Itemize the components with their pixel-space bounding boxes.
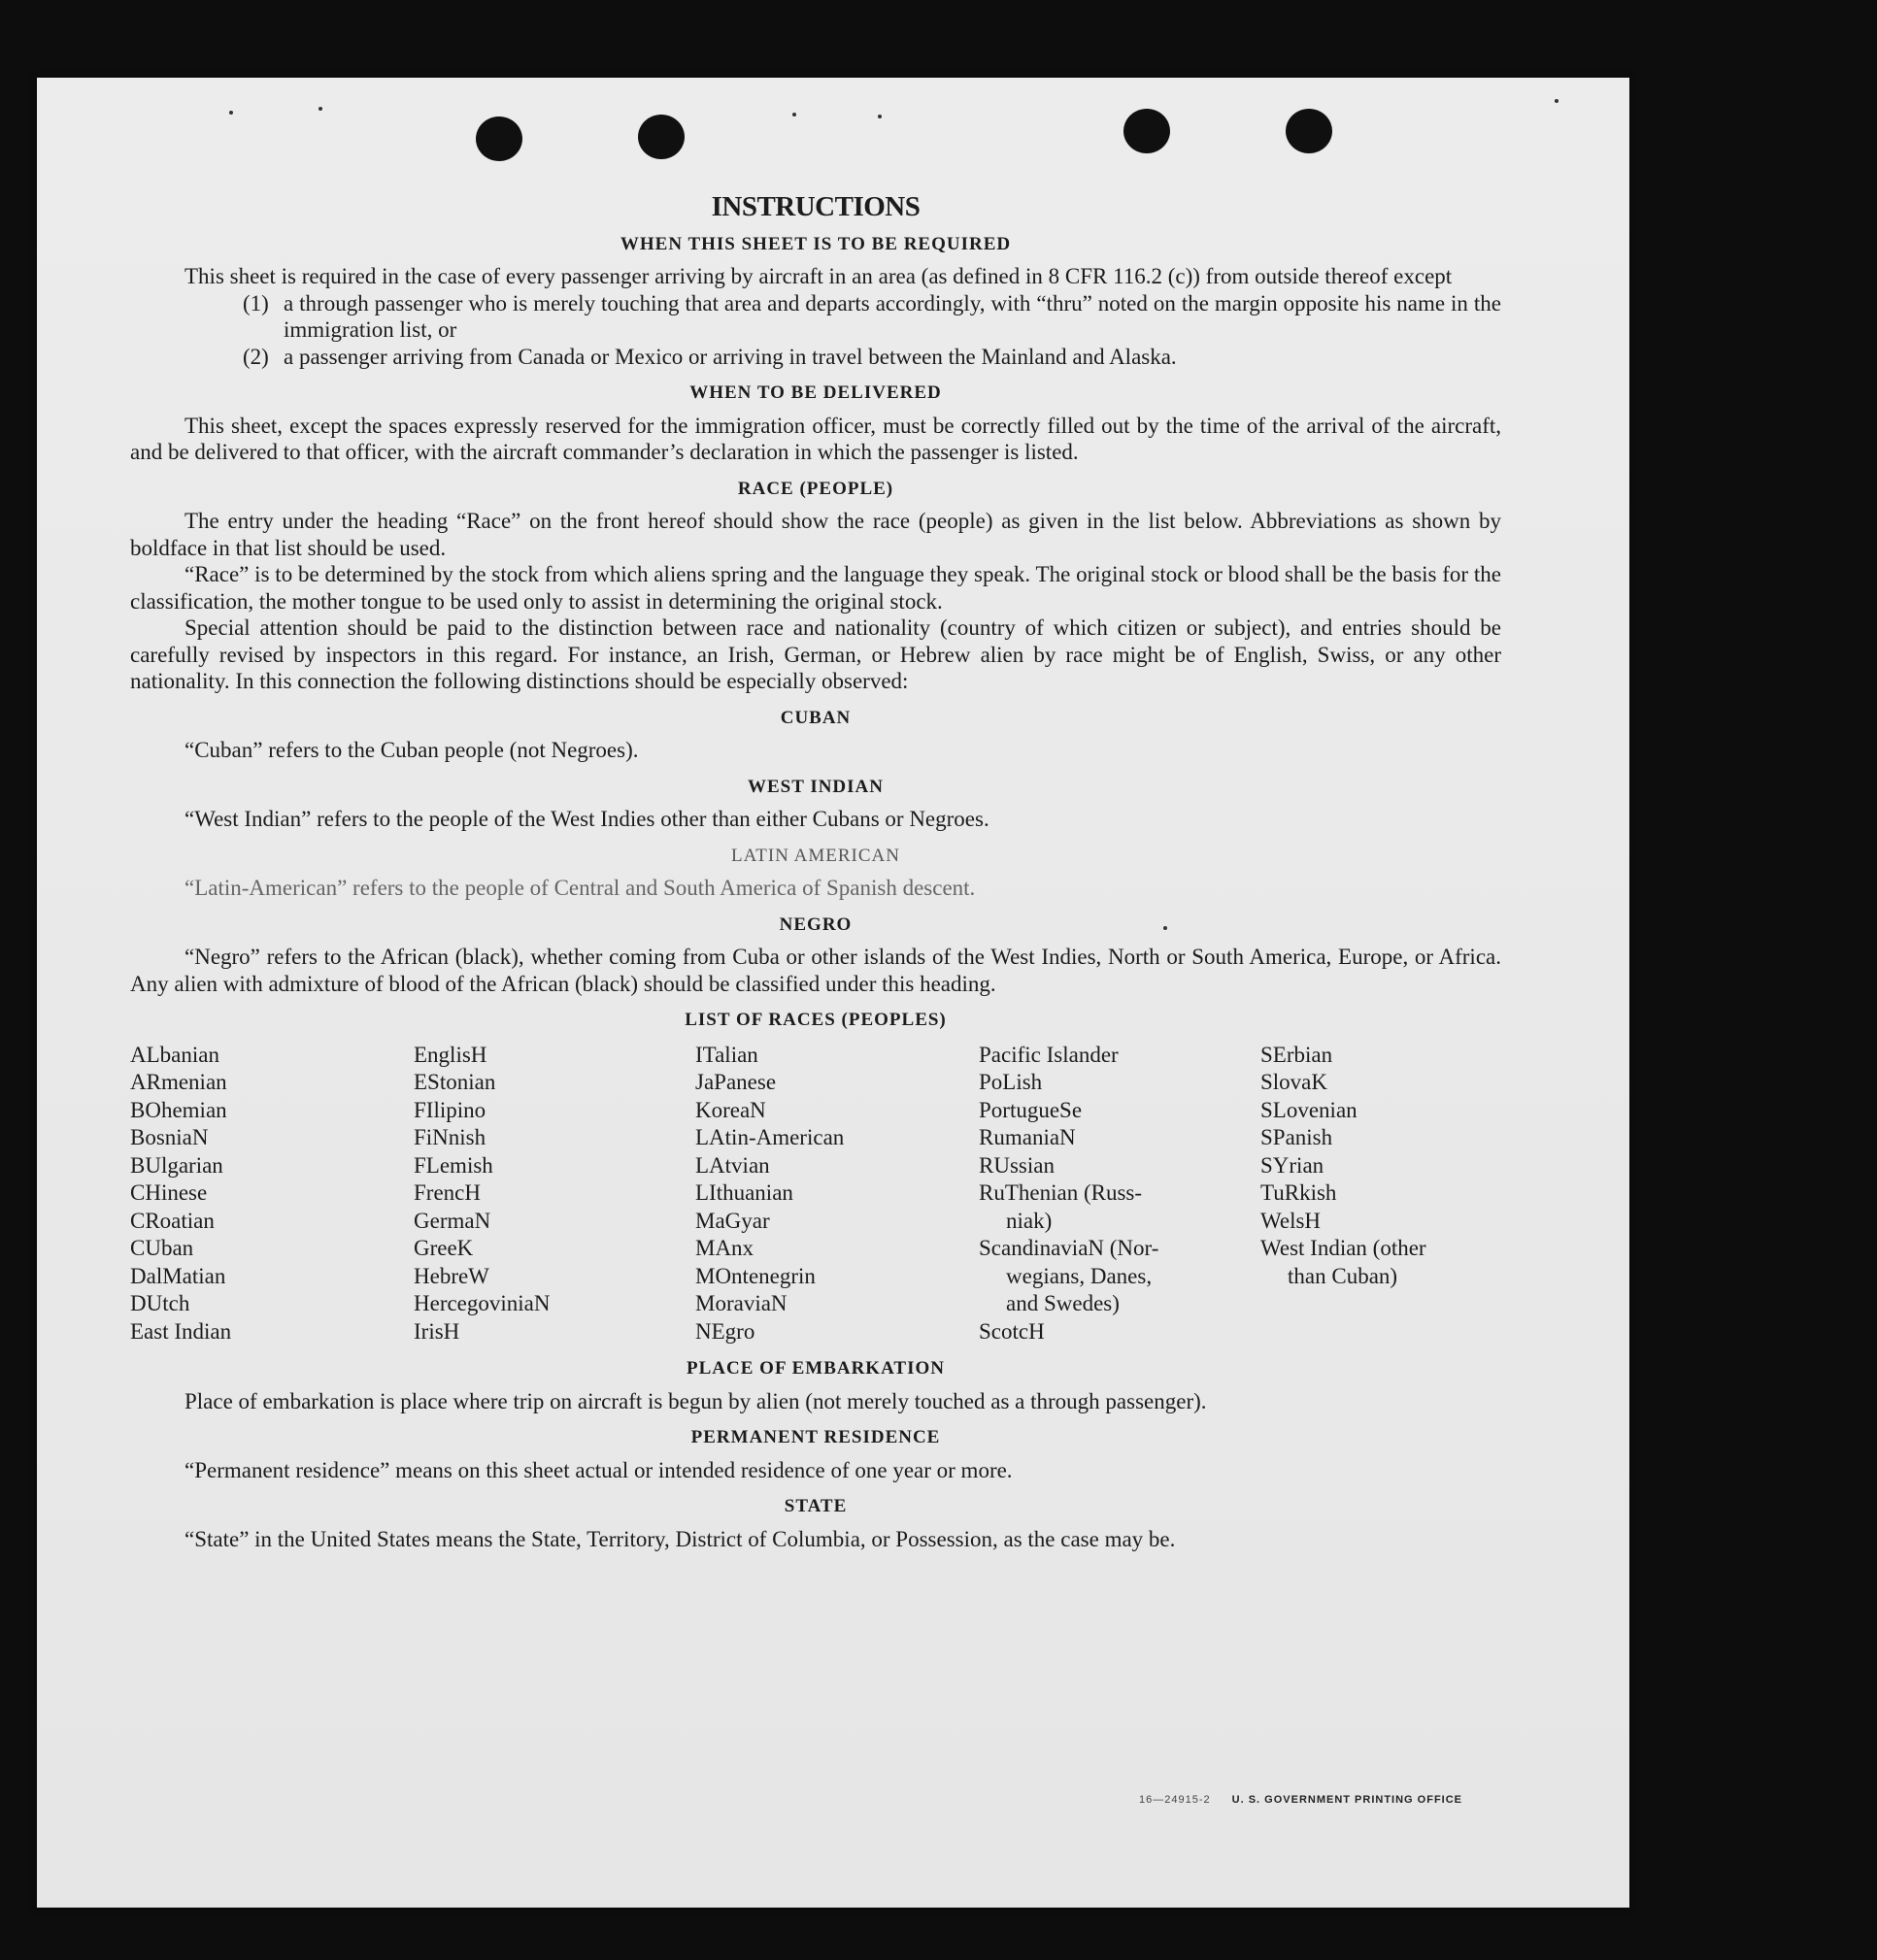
- race-entry: FiNnish: [414, 1125, 486, 1149]
- race-entry: CUban: [130, 1236, 194, 1260]
- race-entry-continued: than Cuban): [1288, 1263, 1398, 1288]
- exception-item: [243, 344, 1501, 371]
- punch-hole: [1123, 109, 1170, 153]
- race-entry: MoraviaN: [695, 1291, 788, 1315]
- race-entry: ARmenian: [130, 1070, 227, 1094]
- section-heading-list-of-races: LIST OF RACES (PEOPLES): [685, 1010, 947, 1030]
- races-column: [130, 1042, 414, 1346]
- race-entry: MaGyar: [695, 1208, 770, 1233]
- printer-imprint: [1139, 1794, 1462, 1806]
- race-entry: GermaN: [414, 1208, 491, 1233]
- race-entry: CHinese: [130, 1180, 208, 1205]
- race-entry: LIthuanian: [695, 1180, 793, 1205]
- race-entry-continued: wegians, Danes,: [1006, 1263, 1153, 1288]
- state-text: “State” in the United States means the State, Territory, District of Columbia, or Possession, as the case may be.: [184, 1526, 1176, 1551]
- residence-text: “Permanent residence” means on this sheet actual or intended residence of one year or more.: [184, 1457, 1013, 1482]
- race-paragraph-3: Special attention should be paid to the distinction between race and nationality (country of which citizen or subject), and entries should be carefully revised by inspectors in this regard. For instance, an Irish, German, or Hebrew alien by race might be of English, Swiss, or any other nationality. In this connection the following distinctions should be especially observed:: [130, 615, 1501, 693]
- race-entry: TuRkish: [1260, 1180, 1337, 1205]
- race-entry: SErbian: [1260, 1042, 1333, 1067]
- document-page: [37, 78, 1629, 1908]
- race-entry: EStonian: [414, 1070, 496, 1094]
- section-heading-race: RACE (PEOPLE): [737, 478, 894, 499]
- race-entry: GreeK: [414, 1236, 474, 1260]
- section-heading-when-required: WHEN THIS SHEET IS TO BE REQUIRED: [620, 233, 1012, 254]
- section-heading-cuban: CUBAN: [780, 707, 852, 728]
- race-entry: West Indian (other: [1260, 1236, 1426, 1260]
- punch-hole: [638, 115, 685, 159]
- embarkation-text: Place of embarkation is place where trip on aircraft is begun by alien (not merely touched as a through passenger).: [184, 1388, 1207, 1413]
- race-entry: ALbanian: [130, 1042, 219, 1067]
- race-entry: RUssian: [979, 1152, 1055, 1178]
- race-entry: NEgro: [695, 1318, 755, 1344]
- races-column: [979, 1042, 1260, 1346]
- race-entry: LAtin-American: [695, 1125, 845, 1149]
- races-list: [130, 1042, 1501, 1346]
- race-entry-continued: niak): [1006, 1208, 1053, 1233]
- race-entry: SPanish: [1260, 1125, 1333, 1149]
- race-entry: CRoatian: [130, 1208, 215, 1233]
- race-entry: MOntenegrin: [695, 1263, 816, 1288]
- race-entry: BosniaN: [130, 1125, 209, 1149]
- exception-number: (1): [243, 290, 269, 316]
- punch-hole: [476, 116, 522, 161]
- section-heading-residence: PERMANENT RESIDENCE: [690, 1427, 941, 1447]
- race-entry: RuThenian (Russ-: [979, 1180, 1143, 1205]
- race-entry: WelsH: [1260, 1208, 1322, 1233]
- section-heading-latin-american: LATIN AMERICAN: [731, 845, 900, 866]
- races-column: [695, 1042, 979, 1346]
- race-entry: FLemish: [414, 1152, 493, 1178]
- race-entry: HebreW: [414, 1263, 489, 1288]
- section-heading-when-delivered: WHEN TO BE DELIVERED: [689, 382, 942, 403]
- race-entry: FrencH: [414, 1180, 481, 1205]
- race-entry: ITalian: [695, 1042, 758, 1067]
- race-entry: ScandinaviaN (Nor-: [979, 1236, 1159, 1260]
- race-entry: BUlgarian: [130, 1152, 223, 1178]
- exception-text: a passenger arriving from Canada or Mexico or arriving in travel between the Mainland and Alaska.: [284, 344, 1177, 369]
- race-entry: Pacific Islander: [979, 1042, 1119, 1067]
- race-entry: HercegoviniaN: [414, 1291, 551, 1315]
- speck: [318, 107, 322, 111]
- race-entry: SLovenian: [1260, 1097, 1357, 1122]
- printer-name: U. S. GOVERNMENT PRINTING OFFICE: [1231, 1794, 1462, 1806]
- exception-number: (2): [243, 344, 269, 369]
- document-body: [130, 191, 1501, 1552]
- races-column: [414, 1042, 695, 1346]
- when-delivered-text: This sheet, except the spaces expressly reserved for the immigration officer, must be correctly filled out by the time of the arrival of the aircraft, and be delivered to that officer, with the aircraft commander’s declaration in which the passenger is listed.: [130, 413, 1501, 464]
- race-entry: RumaniaN: [979, 1125, 1076, 1149]
- document-title: INSTRUCTIONS: [711, 191, 921, 222]
- race-entry: DUtch: [130, 1291, 190, 1315]
- race-entry: KoreaN: [695, 1097, 766, 1122]
- race-entry: DalMatian: [130, 1263, 226, 1288]
- race-entry: MAnx: [695, 1236, 754, 1260]
- race-entry: JaPanese: [695, 1070, 777, 1094]
- race-entry: EnglisH: [414, 1042, 487, 1067]
- exception-text: a through passenger who is merely touching that area and departs accordingly, with “thru” noted on the margin opposite his name in the immigration list, or: [284, 290, 1501, 342]
- race-paragraph-1: The entry under the heading “Race” on the front hereof should show the race (people) as given in the list below. Abbreviations as shown by boldface in that list should be used.: [130, 509, 1501, 560]
- race-entry: East Indian: [130, 1318, 232, 1344]
- cuban-text: “Cuban” refers to the Cuban people (not Negroes).: [184, 738, 639, 762]
- race-entry: PoLish: [979, 1070, 1043, 1094]
- race-entry: PortugueSe: [979, 1097, 1083, 1122]
- west-indian-text: “West Indian” refers to the people of the West Indies other than either Cubans or Negroes.: [184, 807, 989, 831]
- race-entry: BOhemian: [130, 1097, 227, 1122]
- when-required-intro: This sheet is required in the case of every passenger arriving by aircraft in an area (as defined in 8 CFR 116.2 (c)) from outside thereof except: [184, 264, 1453, 288]
- speck: [1555, 99, 1559, 103]
- races-column: [1260, 1042, 1503, 1346]
- race-entry: FIlipino: [414, 1097, 486, 1122]
- negro-text: “Negro” refers to the African (black), whether coming from Cuba or other islands of the West Indies, North or South America, Europe, or Africa. Any alien with admixture of blood of the African (black) should be classified under this heading.: [130, 945, 1501, 996]
- latin-american-text: “Latin-American” refers to the people of Central and South America of Spanish descent.: [184, 876, 976, 900]
- race-entry: SYrian: [1260, 1152, 1324, 1178]
- race-entry: SlovaK: [1260, 1070, 1327, 1094]
- speck: [229, 111, 233, 115]
- race-entry: LAtvian: [695, 1152, 770, 1178]
- section-heading-state: STATE: [784, 1496, 848, 1516]
- race-entry-continued: and Swedes): [1006, 1291, 1120, 1315]
- speck: [878, 115, 882, 118]
- section-heading-west-indian: WEST INDIAN: [748, 776, 884, 797]
- punch-hole: [1286, 109, 1332, 153]
- section-heading-embarkation: PLACE OF EMBARKATION: [687, 1358, 945, 1379]
- race-entry: IrisH: [414, 1318, 460, 1344]
- section-heading-negro: NEGRO: [779, 914, 853, 935]
- speck: [792, 113, 796, 116]
- race-entry: ScotcH: [979, 1318, 1045, 1344]
- race-paragraph-2: “Race” is to be determined by the stock from which aliens spring and the language they speak. The original stock or blood shall be the basis for the classification, the mother tongue to be used only to assist in determining the original stock.: [130, 562, 1501, 614]
- exception-item: [243, 290, 1501, 344]
- form-code: 16—24915-2: [1139, 1794, 1211, 1806]
